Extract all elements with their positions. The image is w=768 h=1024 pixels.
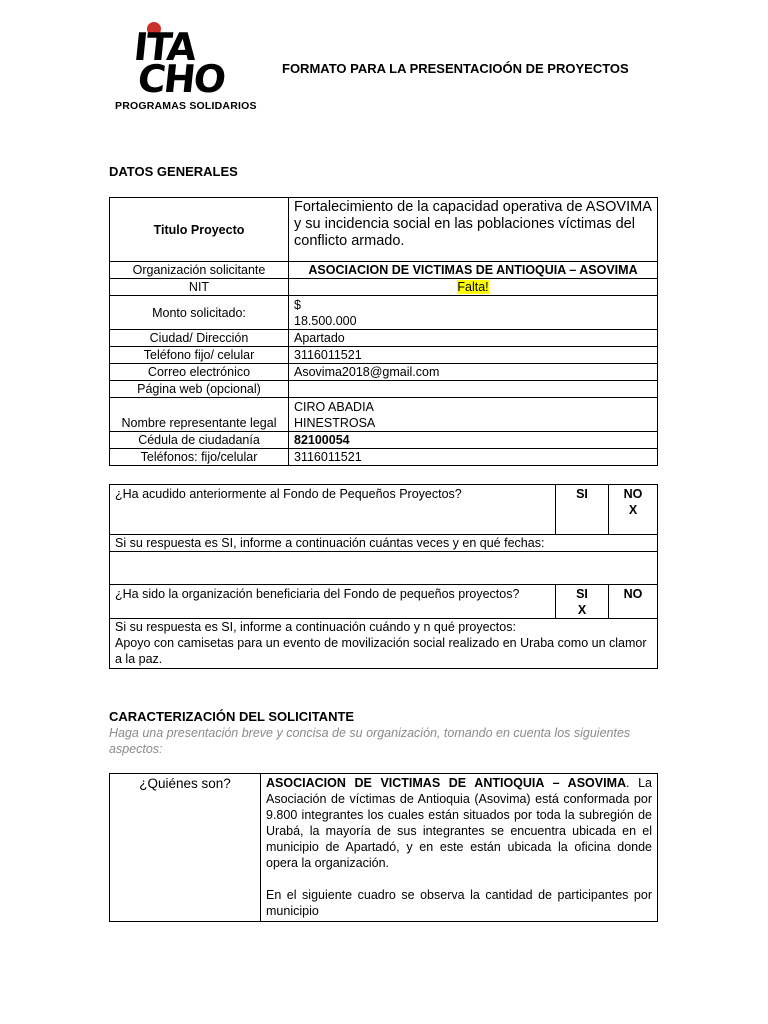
fondo-q2-si-mark: X <box>577 603 587 617</box>
monto-value-cell <box>289 296 658 330</box>
rep-value-cell <box>289 398 658 432</box>
fondo-q2-no: NO <box>609 585 658 619</box>
ciudad-label: Ciudad/ Dirección <box>110 330 289 347</box>
rep-label: Nombre representante legal <box>110 398 289 432</box>
correo-label: Correo electrónico <box>110 364 289 381</box>
fondo-q1-si: SI <box>556 485 609 535</box>
rep-value-line1: CIRO ABADIA <box>294 399 374 414</box>
fondo-q1-answer <box>110 552 658 585</box>
fondo-q2-si: SI <box>576 587 588 601</box>
nit-value-cell <box>289 279 658 296</box>
datos-generales-table <box>109 197 658 466</box>
fondo-q1: ¿Ha acudido anteriormente al Fondo de Pequeños Proyectos? <box>110 485 556 535</box>
fondo-q1-no-mark: X <box>628 503 638 517</box>
titulo-value: Fortalecimiento de la capacidad operativa de ASOVIMA y su incidencia social en las poblaciones víctimas del conflicto armado. <box>289 198 658 262</box>
rep-value-line2: HINESTROSA <box>294 415 376 430</box>
caracterizacion-hint: Haga una presentación breve y concisa de su organización, tomando en cuenta los siguientes aspectos: <box>109 726 631 756</box>
monto-label: Monto solicitado: <box>110 296 289 330</box>
org-value: ASOCIACION DE VICTIMAS DE ANTIOQUIA – ASOVIMA <box>289 262 658 279</box>
web-label: Página web (opcional) <box>110 381 289 398</box>
telefono-label: Teléfono fijo/ celular <box>110 347 289 364</box>
quienes-text: . La Asociación de víctimas de Antioquia (Asovima) está conformada por 9.800 integrantes los cuales están situados por toda la subregión de Urabá, la mayoría de sus integrantes se encuentra ubicada en el municipio de Apartadó, y en este están ubicada la oficina donde opera la organización. <box>266 776 653 870</box>
fondo-q1-followup: Si su respuesta es SI, informe a continuación cuántas veces y en qué fechas: <box>110 535 658 552</box>
cedula-value: 82100054 <box>289 432 658 449</box>
logo-subtitle: PROGRAMAS SOLIDARIOS <box>115 100 257 112</box>
telefonos-value: 3116011521 <box>289 449 658 466</box>
datos-generales-heading: DATOS GENERALES <box>109 164 238 179</box>
correo-value: Asovima2018@gmail.com <box>289 364 658 381</box>
caracterizacion-heading: CARACTERIZACIÓN DEL SOLICITANTE <box>109 709 355 724</box>
titulo-label: Titulo Proyecto <box>110 198 289 262</box>
monto-currency: $ <box>294 297 301 312</box>
fondo-table <box>109 484 658 669</box>
fondo-q2-answer: Apoyo con camisetas para un evento de movilización social realizado en Uraba como un clamor a la paz. <box>115 636 647 666</box>
caracterizacion-table <box>109 773 658 922</box>
fondo-q2: ¿Ha sido la organización beneficiaria del Fondo de pequeños proyectos? <box>110 585 556 619</box>
fondo-q2-followup-cell <box>110 619 658 669</box>
quienes-value-cell <box>261 774 658 922</box>
quienes-label: ¿Quiénes son? <box>110 774 261 922</box>
fondo-q2-followup: Si su respuesta es SI, informe a continuación cuándo y n qué proyectos: <box>115 620 516 634</box>
logo-word-bottom: CHO <box>135 57 227 101</box>
quienes-text-2: En el siguiente cuadro se observa la cantidad de participantes por municipio <box>266 888 652 918</box>
itacho-logo <box>112 18 257 118</box>
logo-word-top: ITA <box>131 25 197 69</box>
org-label: Organización solicitante <box>110 262 289 279</box>
fondo-q1-no-cell <box>609 485 658 535</box>
telefonos-label: Teléfonos: fijo/celular <box>110 449 289 466</box>
web-value <box>289 381 658 398</box>
ciudad-value: Apartado <box>289 330 658 347</box>
quienes-paragraph <box>266 775 652 871</box>
nit-label: NIT <box>110 279 289 296</box>
fondo-q1-no: NO <box>623 487 643 501</box>
document-title: FORMATO PARA LA PRESENTACIOÓN DE PROYECTOS <box>282 61 629 76</box>
quienes-org-name: ASOCIACION DE VICTIMAS DE ANTIOQUIA – ASOVIMA <box>266 776 627 790</box>
nit-value: Falta! <box>457 280 489 294</box>
monto-value: 18.500.000 <box>294 313 357 328</box>
fondo-q2-si-cell <box>556 585 609 619</box>
telefono-value: 3116011521 <box>289 347 658 364</box>
cedula-label: Cédula de ciudadanía <box>110 432 289 449</box>
